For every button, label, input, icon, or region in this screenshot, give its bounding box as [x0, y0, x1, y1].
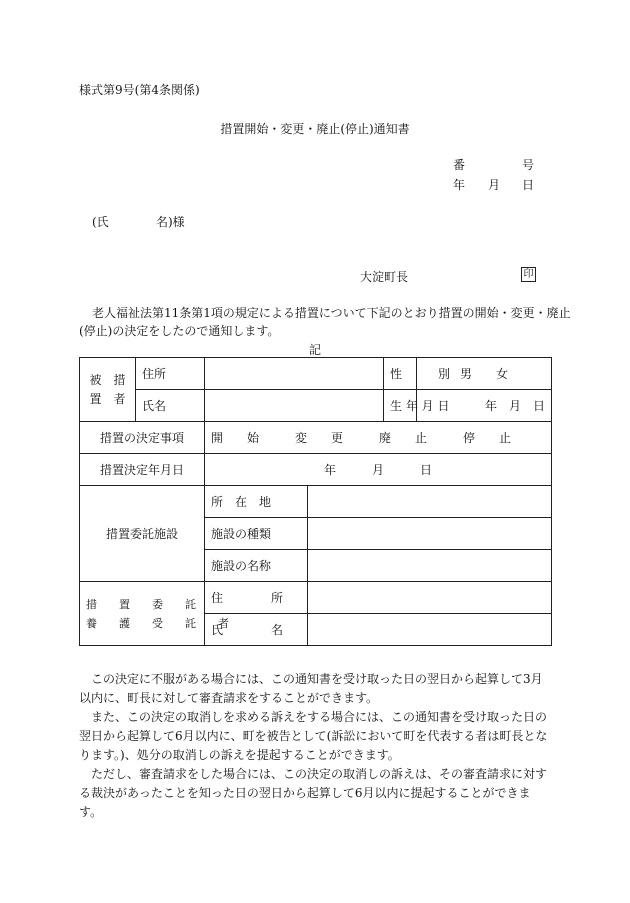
facility-type-value[interactable] — [308, 518, 552, 550]
facility-type-label: 施設の種類 — [205, 518, 308, 550]
notice-table — [79, 357, 552, 646]
facility-label: 措置委託施設 — [80, 486, 205, 582]
addressee-open: (氏 — [92, 215, 109, 229]
sex-options[interactable]: 男 女 — [417, 358, 552, 390]
decision-date-label: 措置決定年月日 — [80, 454, 205, 486]
birth-label: 生 年 月 日 — [384, 390, 417, 422]
decision-item-label: 措置の決定事項 — [80, 422, 205, 454]
intro-line-2: (停止)の決定をしたので通知します。 — [79, 324, 280, 338]
caregiver-address-value[interactable] — [308, 582, 552, 614]
document-title: 措置開始・変更・廃止(停止)通知書 — [220, 122, 410, 136]
note-paragraph-1: この決定に不服がある場合には、この通知書を受け取った日の翌日から起算して3月以内に、町長に対して審査請求をすることができます。 — [79, 672, 543, 705]
number-suffix: 号 — [522, 158, 535, 172]
caregiver-label: 措 置 委 託 養 護 受 託 者 — [80, 582, 205, 646]
name-value[interactable] — [205, 390, 384, 422]
facility-name-value[interactable] — [308, 550, 552, 582]
note-paragraph-2: また、この決定の取消しを求める訴えをする場合には、この通知書を受け取った日の翌日から起算して6月以内に、町を被告として(訴訟において町を代表する者は町長となります。)、処分の取消しの訴えを提起することができます。 — [79, 710, 548, 762]
facility-location-value[interactable] — [308, 486, 552, 518]
caregiver-address-label: 住 所 — [205, 582, 308, 614]
birth-value[interactable]: 年 月 日 — [417, 390, 552, 422]
name-label: 氏名 — [136, 390, 205, 422]
seal-mark — [521, 266, 536, 282]
note-paragraph-3: ただし、審査請求をした場合には、この決定の取消しの訴えは、その審査請求に対する裁決があったことを知った日の翌日から起算して6月以内に提起することができます。 — [79, 767, 548, 819]
seal-icon: 印 — [521, 267, 536, 282]
caregiver-name-label: 氏 名 — [205, 614, 308, 646]
address-label: 住所 — [136, 358, 205, 390]
facility-name-label: 施設の名称 — [205, 550, 308, 582]
date-day: 日 — [522, 178, 535, 192]
address-value[interactable] — [205, 358, 384, 390]
addressee-close: 名)様 — [156, 215, 185, 229]
number-label: 番 — [453, 158, 466, 172]
person-group-label: 被 措 置 者 — [80, 358, 136, 422]
sex-label: 性 別 — [384, 358, 417, 390]
decision-options[interactable]: 開 始 変 更 廃 止 停 止 — [205, 422, 552, 454]
sender-name: 大淀町長 — [360, 270, 409, 284]
ki-label: 記 — [308, 343, 321, 357]
decision-date-value[interactable]: 年 月 日 — [205, 454, 552, 486]
caregiver-name-value[interactable] — [308, 614, 552, 646]
date-month: 月 — [488, 178, 501, 192]
facility-location-label: 所 在 地 — [205, 486, 308, 518]
form-number: 様式第9号(第4条関係) — [79, 83, 200, 97]
intro-line-1: 老人福祉法第11条第1項の規定による措置について下記のとおり措置の開始・変更・廃止 — [92, 306, 571, 320]
date-year: 年 — [453, 178, 466, 192]
